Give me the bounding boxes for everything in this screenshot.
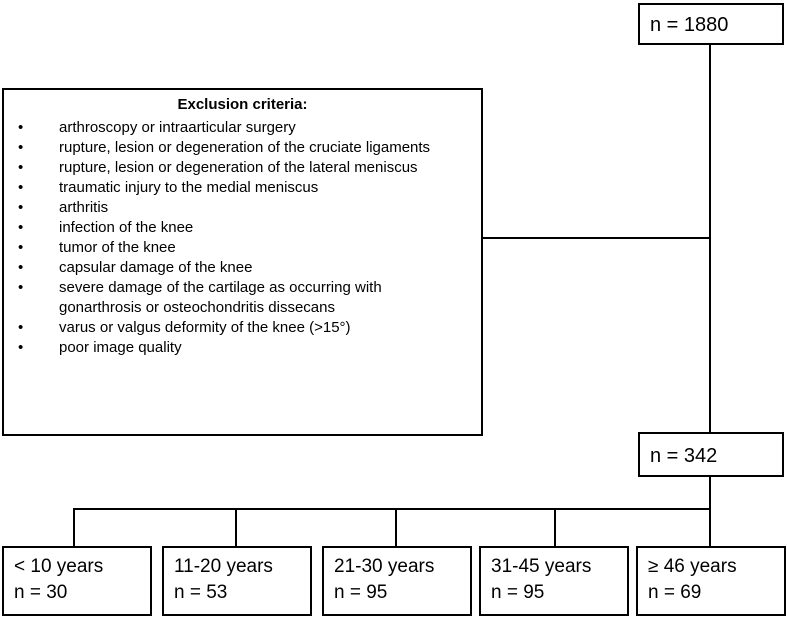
age-group-box-1	[2, 546, 152, 616]
age-group-count: n = 95	[491, 582, 545, 603]
age-group-count: n = 95	[334, 582, 388, 603]
age-group-box-4	[479, 546, 629, 616]
exclusion-item: • arthritis	[18, 199, 109, 216]
bullet-icon: •	[18, 259, 24, 276]
connector-exclusion-horizontal	[483, 237, 710, 239]
exclusion-item: • capsular damage of the knee	[18, 259, 253, 276]
connector-group-2	[235, 508, 237, 546]
age-group-label: ≥ 46 years	[648, 556, 737, 577]
connector-group-5	[709, 508, 711, 546]
connector-mid-vertical	[709, 477, 711, 510]
connector-group-4	[554, 508, 556, 546]
connector-groups-horizontal	[73, 508, 711, 510]
age-group-box-3	[322, 546, 472, 616]
exclusion-item: • infection of the knee	[18, 219, 194, 236]
exclusion-item: • severe damage of the cartilage as occurring with gonarthrosis or osteochondritis dissecans	[18, 279, 382, 316]
exclusion-item: • poor image quality	[18, 339, 182, 356]
bullet-icon: •	[18, 239, 24, 256]
bullet-icon: •	[18, 199, 24, 216]
connector-group-3	[395, 508, 397, 546]
exclusion-criteria-title: Exclusion criteria:	[177, 96, 308, 113]
age-group-label: 11-20 years	[174, 556, 273, 577]
included-count-label: n = 342	[650, 445, 718, 467]
exclusion-item: • arthroscopy or intraarticular surgery	[18, 119, 296, 136]
exclusion-item: • rupture, lesion or degeneration of the cruciate ligaments	[18, 139, 431, 156]
age-group-label: 21-30 years	[334, 556, 435, 577]
age-group-box-5	[636, 546, 786, 616]
bullet-icon: •	[18, 139, 24, 156]
exclusion-item: • tumor of the knee	[18, 239, 176, 256]
bullet-icon: •	[18, 279, 24, 296]
age-group-label: < 10 years	[14, 556, 104, 577]
total-count-label: n = 1880	[650, 14, 729, 36]
total-count-box	[638, 3, 784, 45]
bullet-icon: •	[18, 339, 24, 356]
age-group-count: n = 53	[174, 582, 228, 603]
connector-group-1	[73, 508, 75, 546]
exclusion-item: • varus or valgus deformity of the knee (>15°)	[18, 319, 351, 336]
age-group-label: 31-45 years	[491, 556, 592, 577]
bullet-icon: •	[18, 119, 24, 136]
bullet-icon: •	[18, 159, 24, 176]
exclusion-criteria-list	[12, 118, 459, 358]
exclusion-item: • rupture, lesion or degeneration of the lateral meniscus	[18, 159, 418, 176]
exclusion-criteria-box	[2, 88, 483, 436]
age-group-count: n = 69	[648, 582, 702, 603]
bullet-icon: •	[18, 319, 24, 336]
bullet-icon: •	[18, 179, 24, 196]
age-group-count: n = 30	[14, 582, 68, 603]
age-group-box-2	[162, 546, 312, 616]
bullet-icon: •	[18, 219, 24, 236]
included-count-box	[638, 432, 784, 477]
exclusion-item: • traumatic injury to the medial meniscus	[18, 179, 319, 196]
